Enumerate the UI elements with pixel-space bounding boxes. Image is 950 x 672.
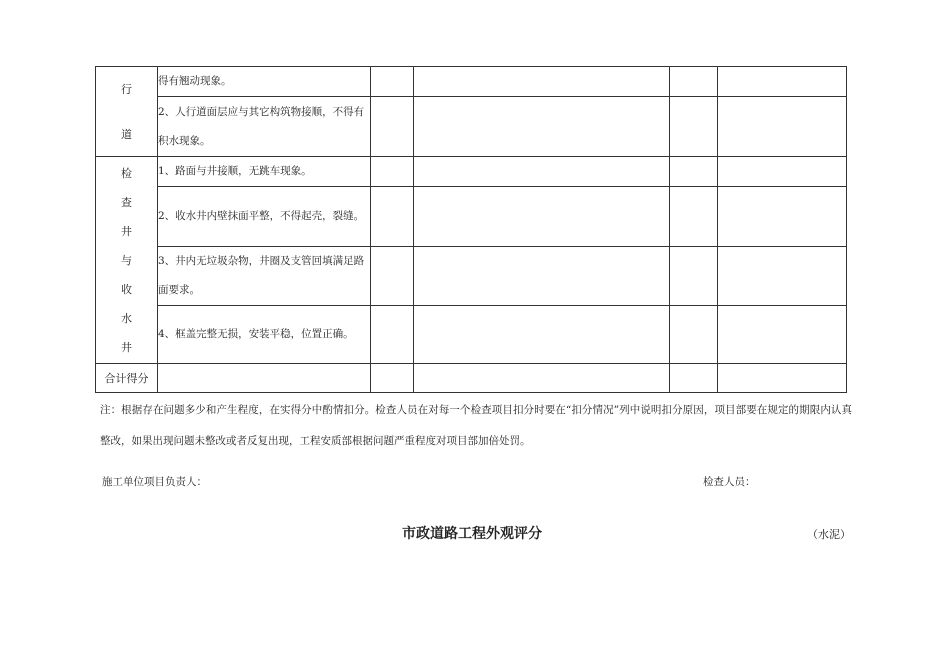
cell-blank[interactable] bbox=[670, 97, 718, 157]
table-row-total bbox=[96, 364, 847, 393]
cell-blank[interactable] bbox=[414, 247, 670, 306]
cell-blank[interactable] bbox=[718, 247, 847, 306]
table-row bbox=[96, 67, 847, 97]
cell-blank[interactable] bbox=[718, 187, 847, 247]
cell-blank[interactable] bbox=[414, 187, 670, 247]
total-label: 合计得分 bbox=[96, 364, 158, 393]
category-char: 井 bbox=[121, 224, 132, 238]
item-text: 4、框盖完整无损，安装平稳，位置正确。 bbox=[158, 306, 371, 364]
cell-blank[interactable] bbox=[670, 187, 718, 247]
cell-blank[interactable] bbox=[414, 157, 670, 187]
cell-blank[interactable] bbox=[718, 67, 847, 97]
cell-blank[interactable] bbox=[414, 306, 670, 364]
category-char: 检 bbox=[121, 166, 132, 180]
cell-blank[interactable] bbox=[414, 97, 670, 157]
table-row bbox=[96, 247, 847, 306]
category-char: 收 bbox=[121, 283, 132, 297]
item-text: 1、路面与井接顺，无跳车现象。 bbox=[158, 157, 371, 187]
cell-blank[interactable] bbox=[718, 364, 847, 393]
signature-label-inspector: 检查人员： bbox=[703, 476, 756, 488]
category-char: 井 bbox=[121, 341, 132, 355]
category-char: 与 bbox=[121, 253, 132, 267]
cell-blank[interactable] bbox=[371, 67, 414, 97]
cell-blank[interactable] bbox=[670, 306, 718, 364]
table-row bbox=[96, 157, 847, 187]
page-title: 市政道路工程外观评分 bbox=[402, 526, 542, 542]
category-char: 水 bbox=[121, 312, 132, 326]
cell-blank[interactable] bbox=[371, 187, 414, 247]
category-char: 行 bbox=[121, 83, 132, 97]
category-char: 道 bbox=[121, 127, 132, 141]
note-text: 注：根据存在问题多少和产生程度，在实得分中酌情扣分。检查人员在对每一个检查项目扣分时要在“扣分情况”列中说明扣分原因，项目部要在规定的期限内认真整改，如果出现问题未整改或者反复出现，工程安质部根据问题严重程度对项目部加倍处罚。 bbox=[100, 404, 852, 447]
cell-blank[interactable] bbox=[718, 157, 847, 187]
cell-blank[interactable] bbox=[414, 67, 670, 97]
cell-blank[interactable] bbox=[670, 364, 718, 393]
category-char: 查 bbox=[121, 195, 132, 209]
cell-blank[interactable] bbox=[371, 97, 414, 157]
inspection-table bbox=[95, 66, 847, 393]
cell-blank[interactable] bbox=[371, 306, 414, 364]
item-text: 3、井内无垃圾杂物，井圈及支管回填满足路面要求。 bbox=[158, 247, 371, 306]
signature-label-project-manager: 施工单位项目负责人： bbox=[102, 476, 207, 488]
cell-blank[interactable] bbox=[158, 364, 371, 393]
cell-blank[interactable] bbox=[371, 247, 414, 306]
page-subtitle: （水泥） bbox=[807, 528, 851, 541]
item-text: 得有翘动现象。 bbox=[158, 67, 371, 97]
cell-blank[interactable] bbox=[718, 306, 847, 364]
cell-blank[interactable] bbox=[718, 97, 847, 157]
cell-blank[interactable] bbox=[371, 157, 414, 187]
category-cell-manhole bbox=[96, 157, 158, 364]
cell-blank[interactable] bbox=[670, 67, 718, 97]
cell-blank[interactable] bbox=[371, 364, 414, 393]
table-row bbox=[96, 97, 847, 157]
table-row bbox=[96, 306, 847, 364]
table-row bbox=[96, 187, 847, 247]
category-cell-sidewalk bbox=[96, 67, 158, 157]
cell-blank[interactable] bbox=[670, 157, 718, 187]
cell-blank[interactable] bbox=[670, 247, 718, 306]
item-text: 2、收水井内壁抹面平整，不得起壳，裂缝。 bbox=[158, 187, 371, 247]
item-text: 2、人行道面层应与其它构筑物接顺，不得有积水现象。 bbox=[158, 97, 371, 157]
cell-blank[interactable] bbox=[414, 364, 670, 393]
